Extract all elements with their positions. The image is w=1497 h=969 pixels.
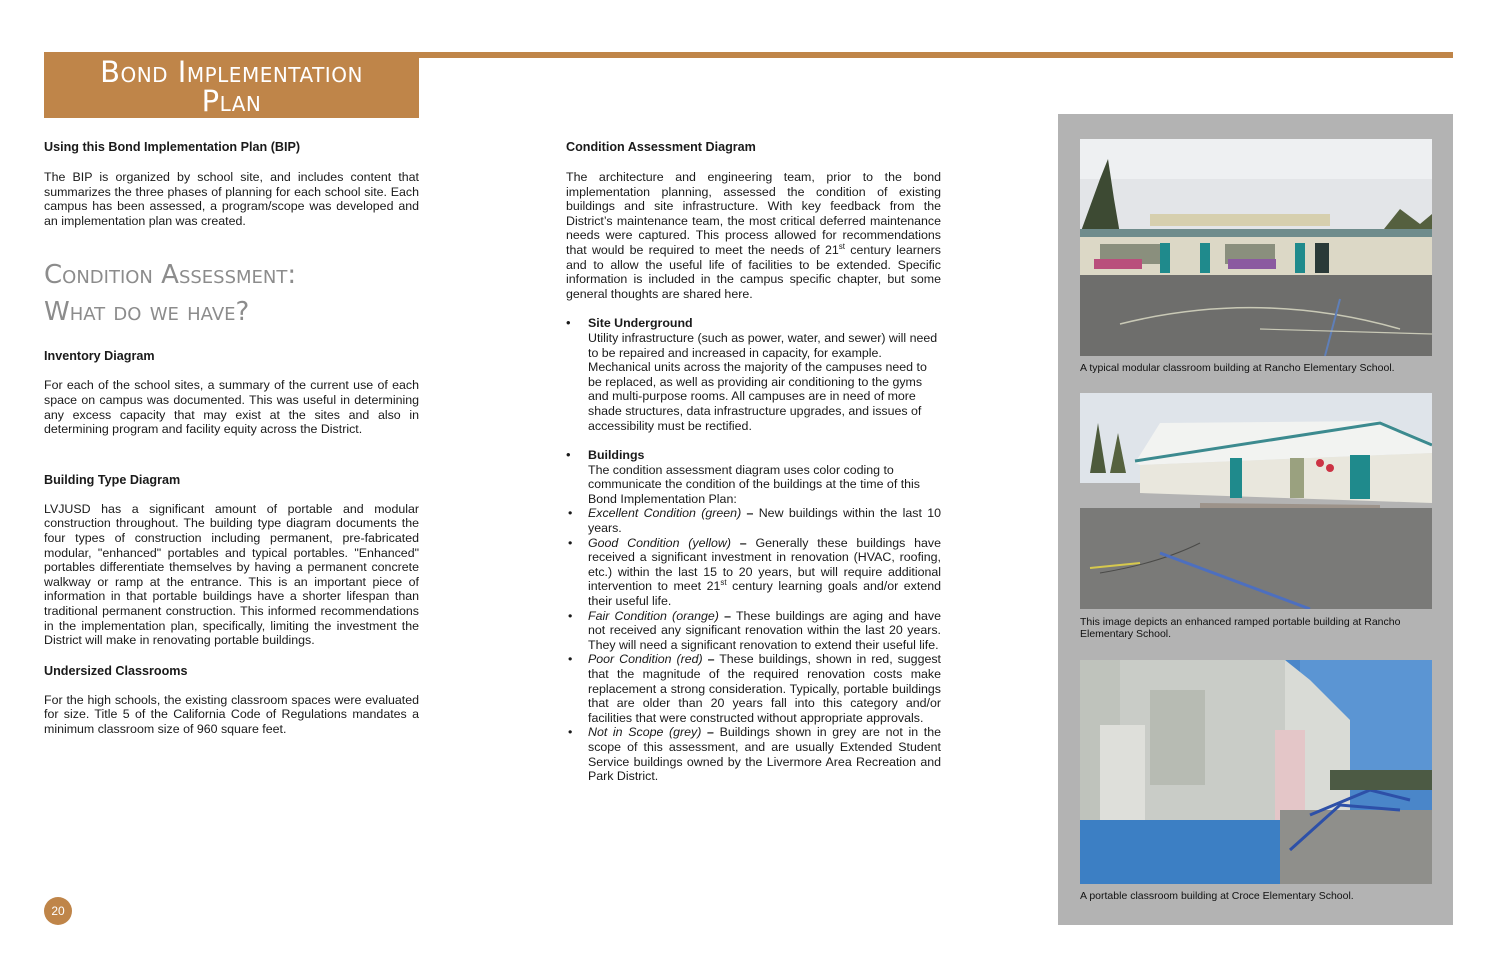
dash: – <box>702 652 715 667</box>
list-item <box>566 316 941 433</box>
dash: – <box>701 725 714 740</box>
photo-caption-3: A portable classroom building at Croce Elementary School. <box>1080 890 1354 902</box>
photo-enhanced-portable <box>1080 393 1432 609</box>
left-column <box>44 140 419 736</box>
section-title-line1: Condition Assessment: <box>44 260 297 291</box>
condition-item-not-in-scope <box>566 725 941 783</box>
condition-item-excellent <box>566 506 941 535</box>
photo-croce-portable <box>1080 660 1432 884</box>
good-text-a: Generally these buildings have received a significant investment in renovation (HVAC, roofing, etc.) within the last 15 to 20 years, but will require additional intervention to meet 21 <box>588 535 942 594</box>
middle-column <box>566 140 941 784</box>
good-text-b: century learning goals and/or extend their useful life. <box>588 579 941 609</box>
dash: – <box>718 608 731 623</box>
intro-sup: st <box>838 241 846 251</box>
inventory-heading: Inventory Diagram <box>44 349 155 364</box>
condition-diagram-intro <box>566 170 941 301</box>
scope-label: Not in Scope (grey) <box>588 725 702 740</box>
building-type-heading: Building Type Diagram <box>44 472 181 487</box>
good-sup: st <box>720 578 727 588</box>
site-underground-text: Utility infrastructure (such as power, water, and sewer) will need to be repaired and increased in capacity, for example. Mechanical units across the majority of the campuses need to be replaced, as well as providing air conditioning to the gyms and multi-purpose rooms. All campuses are in need of more shade structures, data infrastructure upgrades, and issues of accessibility must be rectified. <box>588 330 938 433</box>
condition-item-good <box>566 536 941 609</box>
intro-text-b: century learners and to allow the useful life of facilities to be extended. Specific information is included in the campus specific chapter, but some general thoughts are shared here. <box>566 242 941 301</box>
page-title <box>44 52 419 118</box>
fair-label: Fair Condition (orange) <box>588 608 719 623</box>
photo-sidebar <box>1058 114 1453 925</box>
bip-heading: Using this Bond Implementation Plan (BIP) <box>44 140 301 154</box>
section-title-line2: What do we have? <box>44 297 250 328</box>
fair-text: These buildings are aging and have not received any significant renovation within the last 20 years. They will need a significant renovation to extend their useful life. <box>588 608 941 652</box>
dash: – <box>741 506 754 521</box>
buildings-text: The condition assessment diagram uses color coding to communicate the condition of the buildings at the time of this Bond Implementation Plan: <box>588 462 920 506</box>
intro-text-a: The architecture and engineering team, prior to the bond implementation planning, assessed the condition of existing buildings and site infrastructure. With key feedback from the District’s maintenance team, the most critical deferred maintenance needs were captured. This process allowed for recommendations that would be required to meet the needs of 21 <box>566 170 941 257</box>
dash: – <box>730 535 747 550</box>
photo-caption-2: This image depicts an enhanced ramped portable building at Rancho Elementary School. <box>1080 616 1401 640</box>
page-number: 20 <box>44 897 72 925</box>
buildings-heading: • Buildings <box>588 448 645 463</box>
excellent-label: Excellent Condition (green) <box>588 506 742 521</box>
header-rule <box>419 52 1453 58</box>
poor-text: These buildings, shown in red, suggest that the magnitude of the required renovation costs make replacement a strong consideration. Typically, portable buildings that are older than 20 years fall into this category and/or facilities that were constructed without appropriate approvals. <box>588 652 941 725</box>
photo-modular-classroom <box>1080 139 1432 356</box>
page-title-line1: Bond Implementation <box>100 55 363 89</box>
bip-text: The BIP is organized by school site, and includes content that summarizes the three phases of planning for each school site. Each campus has been assessed, a program/scope was developed and an implementation plan was created. <box>44 170 419 228</box>
undersized-heading: Undersized Classrooms <box>44 663 188 678</box>
condition-item-fair <box>566 609 941 653</box>
excellent-text: New buildings within the last 10 years. <box>588 506 941 536</box>
condition-list <box>566 506 941 783</box>
undersized-text: For the high schools, the existing classroom spaces were evaluated for size. Title 5 of the California Code of Regulations mandates a minimum classroom size of 960 square feet. <box>44 692 419 736</box>
condition-diagram-heading: Condition Assessment Diagram <box>566 140 756 154</box>
condition-item-poor <box>566 652 941 725</box>
scope-text: Buildings shown in grey are not in the scope of this assessment, and are usually Extended Student Service buildings owned by the Livermore Area Recreation and Park District. <box>588 725 941 784</box>
building-type-text: LVJUSD has a significant amount of portable and modular construction throughout. The building type diagram documents the four types of construction including permanent, pre-fabricated modular, "enhanced" portables and typical portables. "Enhanced" portables differentiate themselves by having a permanent concrete walkway or ramp at the entrance. This is an important piece of information in that portable buildings have a shorter lifespan than traditional permanent construction. This informed recommendations in the implementation plan, specifically, limiting the investment the District will make in renovating portable buildings. <box>44 501 419 648</box>
list-item <box>566 448 941 784</box>
good-label: Good Condition (yellow) <box>588 535 731 550</box>
poor-label: Poor Condition (red) <box>588 652 703 667</box>
assessment-list <box>566 316 941 783</box>
site-underground-heading: • Site Underground <box>588 316 693 331</box>
photo-caption-1: A typical modular classroom building at Rancho Elementary School. <box>1080 362 1395 374</box>
section-title <box>44 257 419 331</box>
inventory-text: For each of the school sites, a summary of the current use of each space on campus was documented. This was useful in determining any excess capacity that may exist at the sites and also in determining program and facility equity across the District. <box>44 378 419 437</box>
page-title-line2: Plan <box>201 84 262 118</box>
